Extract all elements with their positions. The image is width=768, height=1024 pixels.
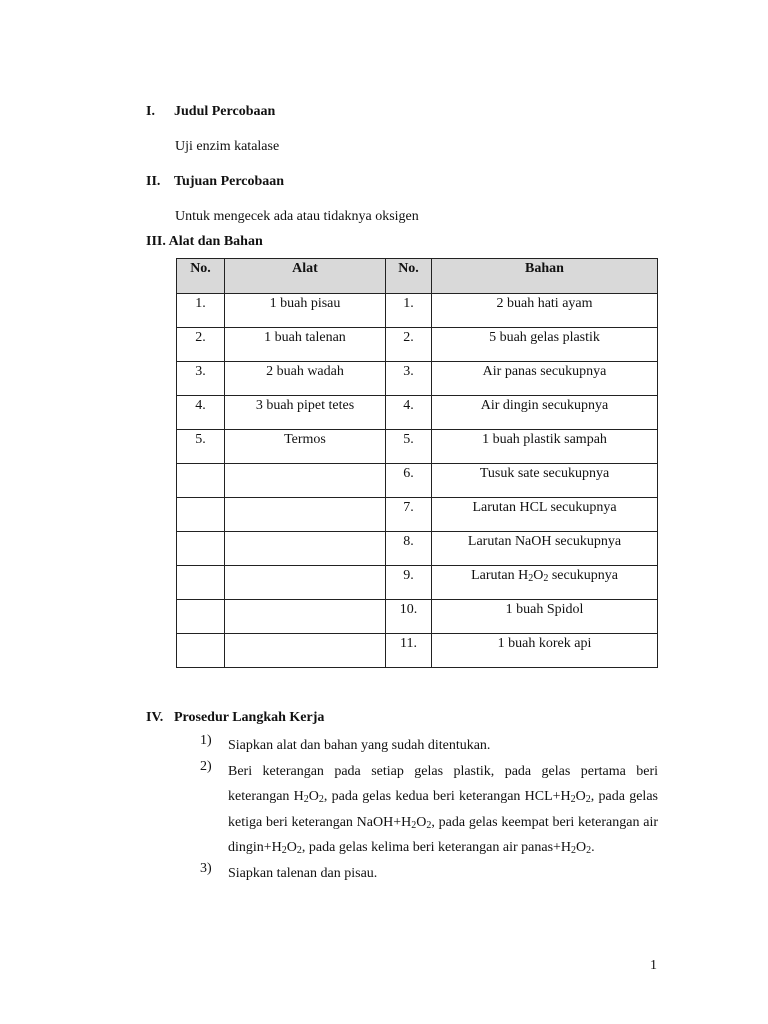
cell-no-alat: 1. [177,294,225,328]
cell-alat [225,498,386,532]
procedure-list [200,733,658,886]
section-number: I. [146,104,155,119]
header-bahan: Bahan [432,259,658,294]
table-row [177,498,658,532]
section-3-heading [146,234,263,250]
cell-bahan: 1 buah Spidol [432,600,658,634]
table-row [177,600,658,634]
cell-no-alat [177,600,225,634]
cell-alat: Termos [225,430,386,464]
section-1-heading [146,104,275,120]
cell-alat [225,532,386,566]
alat-bahan-table [176,258,658,668]
cell-no-alat [177,566,225,600]
page-number: 1 [650,958,657,973]
cell-no-bahan: 8. [386,532,432,566]
cell-no-bahan: 9. [386,566,432,600]
section-number: IV. [146,710,164,725]
section-title: Alat dan Bahan [168,234,263,249]
cell-no-alat: 2. [177,328,225,362]
section-title: Judul Percobaan [174,104,276,119]
cell-alat [225,566,386,600]
cell-alat: 3 buah pipet tetes [225,396,386,430]
cell-alat [225,634,386,668]
section-title: Prosedur Langkah Kerja [174,710,325,725]
cell-no-bahan: 2. [386,328,432,362]
cell-no-bahan: 10. [386,600,432,634]
step-text: Siapkan talenan dan pisau. [228,865,378,881]
cell-no-alat [177,634,225,668]
cell-no-alat: 4. [177,396,225,430]
cell-bahan: Tusuk sate secukupnya [432,464,658,498]
cell-no-bahan: 7. [386,498,432,532]
cell-no-bahan: 4. [386,396,432,430]
cell-bahan: Larutan HCL secukupnya [432,498,658,532]
cell-no-bahan: 5. [386,430,432,464]
table-row [177,294,658,328]
step-number: 2) [200,758,212,774]
cell-alat: 1 buah talenan [225,328,386,362]
section-2-body: Untuk mengecek ada atau tidaknya oksigen [175,209,419,224]
cell-alat: 2 buah wadah [225,362,386,396]
cell-no-bahan: 3. [386,362,432,396]
procedure-step [200,759,658,861]
table-row [177,634,658,668]
cell-bahan: Air panas secukupnya [432,362,658,396]
table-row [177,464,658,498]
header-alat: Alat [225,259,386,294]
cell-no-alat: 5. [177,430,225,464]
cell-bahan: 5 buah gelas plastik [432,328,658,362]
cell-bahan: 2 buah hati ayam [432,294,658,328]
table-row [177,566,658,600]
section-4-heading [146,710,324,726]
cell-alat [225,464,386,498]
cell-no-alat: 3. [177,362,225,396]
table-header-row [177,259,658,294]
table-row [177,328,658,362]
section-number: II. [146,174,161,189]
cell-bahan: Larutan $H_2O_2$ secukupnya [432,566,658,600]
cell-no-alat [177,498,225,532]
section-2-heading [146,174,284,190]
cell-alat [225,600,386,634]
table-row [177,396,658,430]
cell-no-bahan: 1. [386,294,432,328]
section-1-body: Uji enzim katalase [175,139,280,154]
header-no-alat: No. [177,259,225,294]
step-number: 1) [200,733,212,748]
step-text: Beri keterangan pada setiap gelas plastik, pada gelas pertama beri keterangan $H_2O_2$, pada gelas kedua beri keterangan $HCL+H_2O_2$, pada gelas ketiga beri keterangan $NaOH+H_2O_2$, pada gelas keempat beri keterangan air $dingin+H_2O_2$, pada gelas kelima beri keterangan air $panas+H_2O_2$. [228,763,658,856]
cell-no-alat [177,532,225,566]
table-row [177,430,658,464]
section-number: III. [146,234,166,249]
cell-alat: 1 buah pisau [225,294,386,328]
procedure-step [200,733,658,759]
table-row [177,362,658,396]
procedure-step [200,861,658,887]
header-no-bahan: No. [386,259,432,294]
section-title: Tujuan Percobaan [174,174,285,189]
cell-bahan: Air dingin secukupnya [432,396,658,430]
cell-bahan: 1 buah korek api [432,634,658,668]
table-row [177,532,658,566]
step-text: Siapkan alat dan bahan yang sudah ditentukan. [228,738,491,753]
cell-no-bahan: 11. [386,634,432,668]
cell-bahan: Larutan NaOH secukupnya [432,532,658,566]
cell-bahan: 1 buah plastik sampah [432,430,658,464]
step-number: 3) [200,860,212,876]
cell-no-alat [177,464,225,498]
cell-no-bahan: 6. [386,464,432,498]
